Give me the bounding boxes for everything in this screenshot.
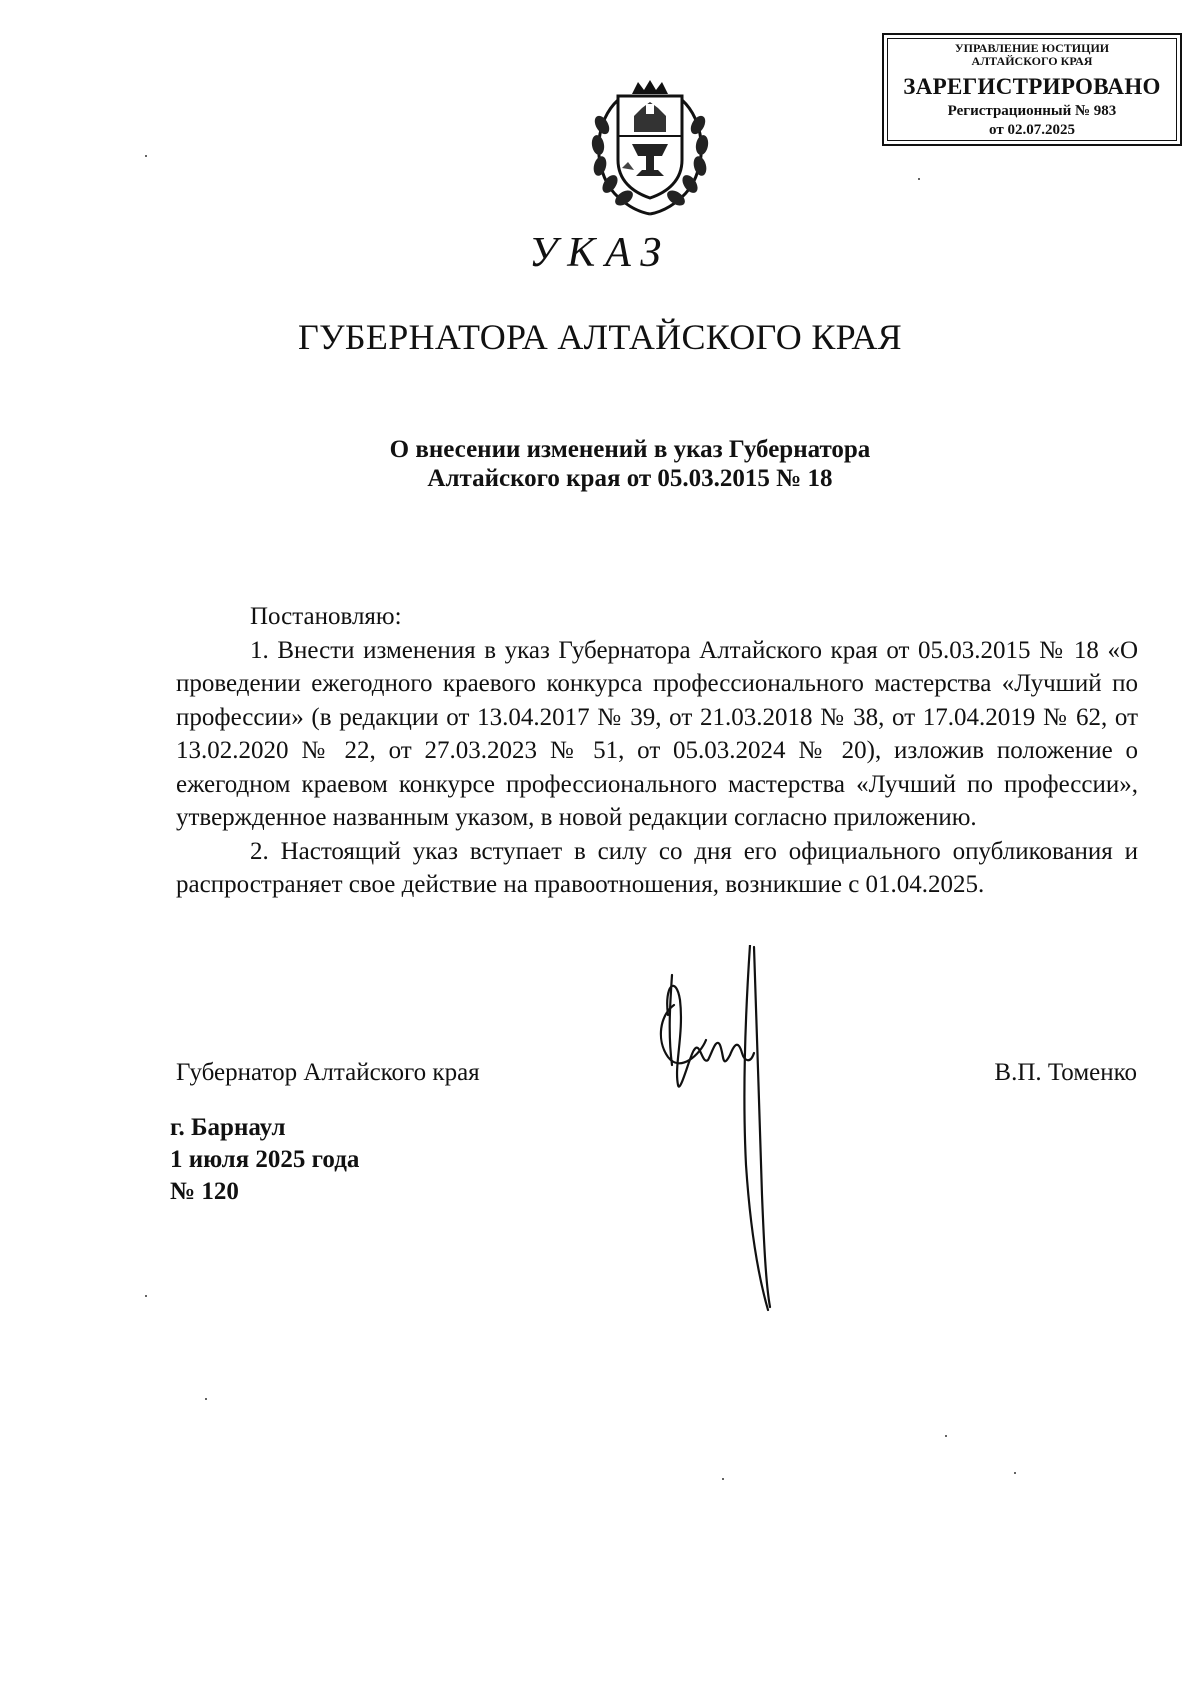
registration-stamp bbox=[882, 33, 1182, 146]
issuing-authority: ГУБЕРНАТОРА АЛТАЙСКОГО КРАЯ bbox=[298, 317, 902, 357]
issue-place: г. Барнаул bbox=[170, 1114, 286, 1141]
scan-speck bbox=[1014, 1472, 1016, 1474]
handwritten-signature bbox=[650, 945, 820, 1315]
document-type-title: УКАЗ bbox=[528, 230, 672, 276]
document-subject bbox=[300, 435, 960, 493]
stamp-reg-date: от 02.07.2025 bbox=[989, 122, 1075, 138]
body-lead: Постановляю: bbox=[250, 603, 402, 630]
stamp-region: АЛТАЙСКОГО КРАЯ bbox=[971, 54, 1093, 68]
body-paragraph-2: 2. Настоящий указ вступает в силу со дня его официального опубликования и распространяет свое действие на правоотношения, возникшие с 01.04.2025. bbox=[176, 837, 1138, 898]
scan-speck bbox=[145, 1295, 147, 1297]
subject-line-1: О внесении изменений в указ Губернатора bbox=[389, 436, 871, 463]
subject-line-2: Алтайского края от 05.03.2015 № 18 bbox=[427, 465, 833, 492]
scan-speck bbox=[945, 1435, 947, 1437]
document-number: № 120 bbox=[170, 1178, 239, 1205]
stamp-agency: УПРАВЛЕНИЕ ЮСТИЦИИ bbox=[954, 41, 1110, 55]
signatory-name: В.П. Томенко bbox=[994, 1059, 1137, 1086]
issue-date: 1 июля 2025 года bbox=[170, 1146, 360, 1173]
scan-speck bbox=[722, 1478, 724, 1480]
document-body bbox=[176, 600, 1138, 902]
body-paragraph-1: 1. Внести изменения в указ Губернатора Алтайского края от 05.03.2015 № 18 «О проведении ежегодного краевого конкурса профессионального мастерства «Лучший по профессии» (в редакции от 13.04.2017 № 39, от 21.03.2018 № 38, от 17.04.2019 № 62, от 13.02.2020 № 22, от 27.03.2023 № 51, от 05.03.2024 № 20), изложив положение о ежегодном краевом конкурсе профессионального мастерства «Лучший по профессии», утвержденное названным указом, в новой редакции согласно приложению. bbox=[176, 636, 1138, 831]
stamp-reg-number: Регистрационный № 983 bbox=[947, 103, 1117, 119]
scan-speck bbox=[145, 155, 147, 157]
stamp-status: ЗАРЕГИСТРИРОВАНО bbox=[903, 74, 1161, 99]
scan-speck bbox=[918, 178, 920, 180]
scan-speck bbox=[205, 1398, 207, 1400]
altai-krai-coat-of-arms-icon bbox=[588, 80, 712, 218]
signatory-role: Губернатор Алтайского края bbox=[176, 1059, 480, 1086]
